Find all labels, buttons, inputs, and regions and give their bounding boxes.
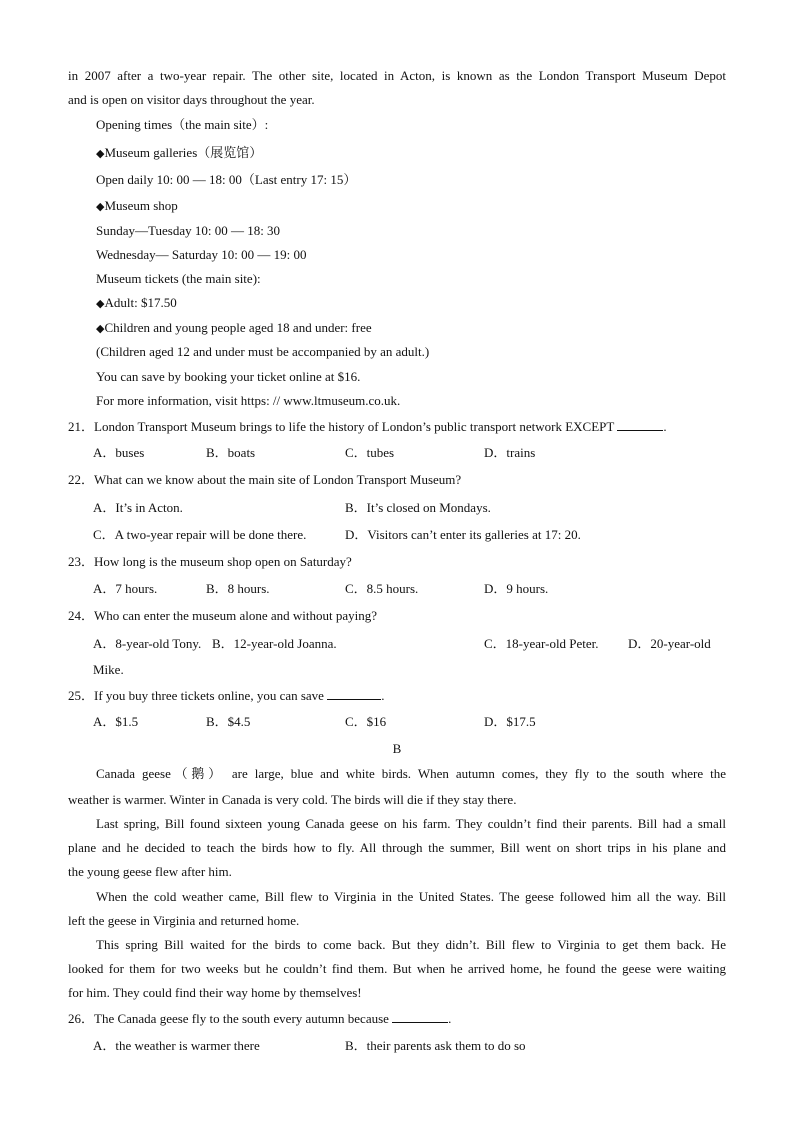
diamond-bullet-icon: ◆ xyxy=(96,147,105,160)
passage-b-p4-line-3: for him. They could find their way home by themselves! xyxy=(68,985,362,1000)
question-21-stem: 21．London Transport Museum brings to life the history of London’s public transport network EXCEPT xyxy=(68,419,615,434)
q25-option-b: B．$4.5 xyxy=(206,714,251,729)
q24-option-b: B．12-year-old Joanna. xyxy=(212,636,337,651)
opening-times-title: Opening times（the main site）: xyxy=(96,117,269,132)
galleries-label-row xyxy=(96,145,262,162)
shop-label-row xyxy=(96,198,178,215)
adult-price: Adult: $17.50 xyxy=(104,295,177,310)
diamond-bullet-icon: ◆ xyxy=(96,322,105,335)
q23-option-c: C．8.5 hours. xyxy=(345,581,419,596)
q22-option-c: C．A two-year repair will be done there. xyxy=(93,527,307,542)
answer-blank xyxy=(392,1010,448,1023)
question-24-stem: 24．Who can enter the museum alone and without paying? xyxy=(68,608,378,623)
diamond-bullet-icon: ◆ xyxy=(96,297,105,310)
passage-b-p1-line-1: Canada geese（鹅） are large, blue and white birds. When autumn comes, they fly to the south where the xyxy=(96,766,726,781)
galleries-label: Museum galleries（展览馆） xyxy=(104,145,263,160)
passage-b-p2-line-2: plane and he decided to teach the birds how to fly. All through the summer, Bill went on short trips in his plane and xyxy=(68,840,726,855)
question-21 xyxy=(68,418,667,435)
more-info: For more information, visit https: // www.ltmuseum.co.uk. xyxy=(96,393,401,408)
q22-option-a: A．It’s in Acton. xyxy=(93,500,183,515)
passage-b-p1-line-2: weather is warmer. Winter in Canada is very cold. The birds will die if they stay there. xyxy=(68,792,517,807)
q24-option-d-cont: Mike. xyxy=(93,662,124,677)
passage-b-p2-line-3: the young geese flew after him. xyxy=(68,864,232,879)
answer-blank xyxy=(617,418,663,431)
q24-option-d: D．20-year-old xyxy=(628,636,711,651)
passage-b-p3-line-1: When the cold weather came, Bill flew to Virginia in the United States. The geese followed him all the way. Bill xyxy=(96,889,726,904)
q23-option-b: B．8 hours. xyxy=(206,581,270,596)
children-note: (Children aged 12 and under must be accompanied by an adult.) xyxy=(96,344,430,359)
question-26-stem: 26．The Canada geese fly to the south every autumn because xyxy=(68,1011,389,1026)
q23-option-d: D．9 hours. xyxy=(484,581,549,596)
passage-b-p4-line-2: looked for them for two weeks but he couldn’t find them. But when he arrived home, he found the geese were waiting xyxy=(68,961,726,976)
q21-option-a: A．buses xyxy=(93,445,145,460)
question-23-stem: 23．How long is the museum shop open on Saturday? xyxy=(68,554,352,569)
shop-hours-1: Sunday—Tuesday 10: 00 — 18: 30 xyxy=(96,223,281,238)
q21-option-c: C．tubes xyxy=(345,445,395,460)
children-price: Children and young people aged 18 and under: free xyxy=(104,320,372,335)
q21-option-b: B．boats xyxy=(206,445,256,460)
q22-option-d: D．Visitors can’t enter its galleries at 17: 20. xyxy=(345,527,581,542)
diamond-bullet-icon: ◆ xyxy=(96,200,105,213)
question-22-stem: 22．What can we know about the main site of London Transport Museum? xyxy=(68,472,462,487)
question-21-end: . xyxy=(663,419,667,434)
tickets-title: Museum tickets (the main site): xyxy=(96,271,261,286)
passage-b-p4-line-1: This spring Bill waited for the birds to come back. But they didn’t. Bill flew to Virginia to get them back. He xyxy=(96,937,726,952)
question-26 xyxy=(68,1010,451,1027)
passage-a-line-1: in 2007 after a two-year repair. The other site, located in Acton, is known as the London Transport Museum Depot xyxy=(68,68,726,83)
q24-option-c: C．18-year-old Peter. xyxy=(484,636,599,651)
galleries-hours: Open daily 10: 00 — 18: 00（Last entry 17: 15） xyxy=(96,172,357,187)
q25-option-a: A．$1.5 xyxy=(93,714,139,729)
passage-b-p2-line-1: Last spring, Bill found sixteen young Canada geese on his farm. They couldn’t find their parents. Bill had a small xyxy=(96,816,726,831)
adult-row xyxy=(96,295,177,312)
q26-option-a: A．the weather is warmer there xyxy=(93,1038,260,1053)
q21-option-d: D．trains xyxy=(484,445,536,460)
question-25-end: . xyxy=(381,688,385,703)
passage-b-p3-line-2: left the geese in Virginia and returned home. xyxy=(68,913,300,928)
shop-hours-2: Wednesday— Saturday 10: 00 — 19: 00 xyxy=(96,247,307,262)
q22-option-b: B．It’s closed on Mondays. xyxy=(345,500,491,515)
question-25-stem: 25．If you buy three tickets online, you can save xyxy=(68,688,324,703)
children-row xyxy=(96,320,372,337)
passage-a-line-2: and is open on visitor days throughout the year. xyxy=(68,92,315,107)
q26-option-b: B．their parents ask them to do so xyxy=(345,1038,526,1053)
online-booking: You can save by booking your ticket online at $16. xyxy=(96,369,361,384)
answer-blank xyxy=(327,687,381,700)
q23-option-a: A．7 hours. xyxy=(93,581,158,596)
question-26-end: . xyxy=(448,1011,452,1026)
section-b-label: B xyxy=(392,741,402,756)
q25-option-c: C．$16 xyxy=(345,714,387,729)
q24-option-a: A．8-year-old Tony. xyxy=(93,636,202,651)
question-25 xyxy=(68,687,384,704)
shop-label: Museum shop xyxy=(104,198,178,213)
q25-option-d: D．$17.5 xyxy=(484,714,536,729)
